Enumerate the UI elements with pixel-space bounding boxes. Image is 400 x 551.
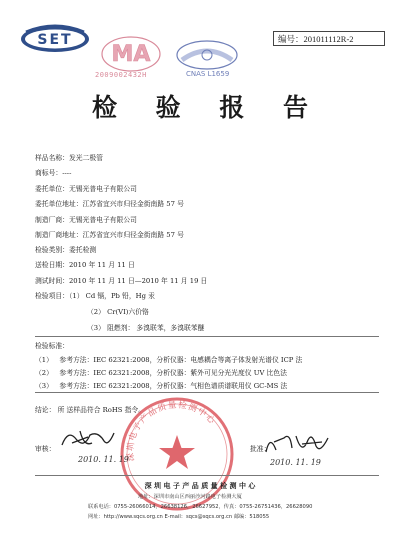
test-period-value: 2010 年 11 月 11 日—2010 年 11 月 19 日 <box>68 277 208 285</box>
manufacturer-address-row <box>35 229 184 239</box>
standard-3 <box>35 380 287 390</box>
standard-2-num: （2） <box>35 369 53 377</box>
client-address-row <box>35 198 184 208</box>
approver-date: 2010. 11. 19 <box>270 458 321 467</box>
standard-2 <box>35 367 287 377</box>
svg-text:SET: SET <box>37 32 73 48</box>
conclusion-value: 所 送样品符合 RoHS 指令。 <box>57 406 146 414</box>
items-row <box>35 290 155 300</box>
test-period-label: 测试时间： <box>35 277 69 285</box>
cnas-stamp <box>172 38 242 74</box>
reviewer-label: 审核： <box>35 445 56 453</box>
manufacturer-label: 制造厂商： <box>35 216 69 224</box>
client-address-label: 委托单位地址： <box>35 200 83 208</box>
standards-label: 检验标准： <box>35 342 69 350</box>
sample-name-label: 样品名称： <box>35 154 69 162</box>
items-label: 检验项目： <box>35 292 69 300</box>
trademark-label: 商标号： <box>35 169 63 177</box>
standard-3-text: 参考方法：IEC 62321:2008，分析仪器：气相色谱质谱联用仪 GC-MS 法 <box>59 382 288 390</box>
delivery-date-row <box>35 259 135 269</box>
divider-middle <box>35 392 379 393</box>
footer-phone: 联系电话：0755-26066014，26638126，26627952，传真：0755-26751436，26628090 <box>88 504 313 510</box>
standard-2-text: 参考方法：IEC 62321:2008，分析仪器：紫外可见分光光度仪 UV 比色法 <box>59 369 287 377</box>
footer-address: 地址：深圳市南山区西丽沙河路电子检测大厦 <box>138 494 242 500</box>
item-1: （1） Cd 镉，Pb 铅，Hg 汞 <box>68 292 155 300</box>
inspection-type-value: 委托检测 <box>68 246 97 254</box>
approver-signature <box>262 430 334 458</box>
standard-3-num: （3） <box>35 382 53 390</box>
svg-text:深圳电子产品质量检测中心: 深圳电子产品质量检测中心 <box>125 400 218 462</box>
reviewer-signature <box>58 427 118 451</box>
divider-top <box>35 336 379 337</box>
conclusion-label: 结论： <box>35 406 56 414</box>
delivery-date-value: 2010 年 11 月 11 日 <box>68 261 135 269</box>
manufacturer-row <box>35 214 137 224</box>
footer-org: 深 圳 电 子 产 品 质 量 检 测 中 心 <box>144 482 256 490</box>
trademark-value: ---- <box>62 169 72 177</box>
inspection-type-row <box>35 244 96 254</box>
manufacturer-address-value: 江苏省宜兴市归径金街南路 57 号 <box>82 231 184 239</box>
approver-label: 批准： <box>250 445 271 453</box>
report-number: 编号：201011112R-2 <box>273 31 385 46</box>
item-3: （3） 阻燃剂： 多溴联苯，多溴联苯醚 <box>87 324 205 332</box>
trademark-row <box>35 167 71 177</box>
ma-stamp <box>100 34 162 74</box>
ma-number: 2009002432H <box>95 71 147 79</box>
footer-web: 网址：http://www.sqcs.org.cn E-mail：sqcs@sqcs.org.cn 邮编：518055 <box>88 514 270 520</box>
standard-1 <box>35 354 302 364</box>
divider-footer <box>35 475 379 476</box>
reviewer-date: 2010. 11. 19 <box>78 455 129 464</box>
sample-name-row <box>35 152 103 162</box>
client-label: 委托单位： <box>35 185 69 193</box>
cnas-label: CNAS L1659 <box>186 70 230 78</box>
manufacturer-address-label: 制造厂商地址： <box>35 231 83 239</box>
delivery-date-label: 送检日期： <box>35 261 69 269</box>
set-logo <box>18 22 92 56</box>
manufacturer-value: 无锡光普电子有限公司 <box>68 216 137 224</box>
item-2: （2） Cr(VI)六价铬 <box>87 308 149 316</box>
client-address-value: 江苏省宜兴市归径金街南路 57 号 <box>82 200 184 208</box>
svg-text:MA: MA <box>111 42 151 67</box>
standard-1-num: （1） <box>35 356 53 364</box>
sample-name-value: 发光二极管 <box>68 154 103 162</box>
page-title: 检 验 报 告 <box>91 93 324 122</box>
standard-1-text: 参考方法：IEC 62321:2008，分析仪器：电感耦合等离子体发射光谱仪 ICP 法 <box>59 356 303 364</box>
client-value: 无锡光普电子有限公司 <box>68 185 137 193</box>
test-period-row <box>35 275 207 285</box>
inspection-type-label: 检验类别： <box>35 246 69 254</box>
client-row <box>35 183 137 193</box>
